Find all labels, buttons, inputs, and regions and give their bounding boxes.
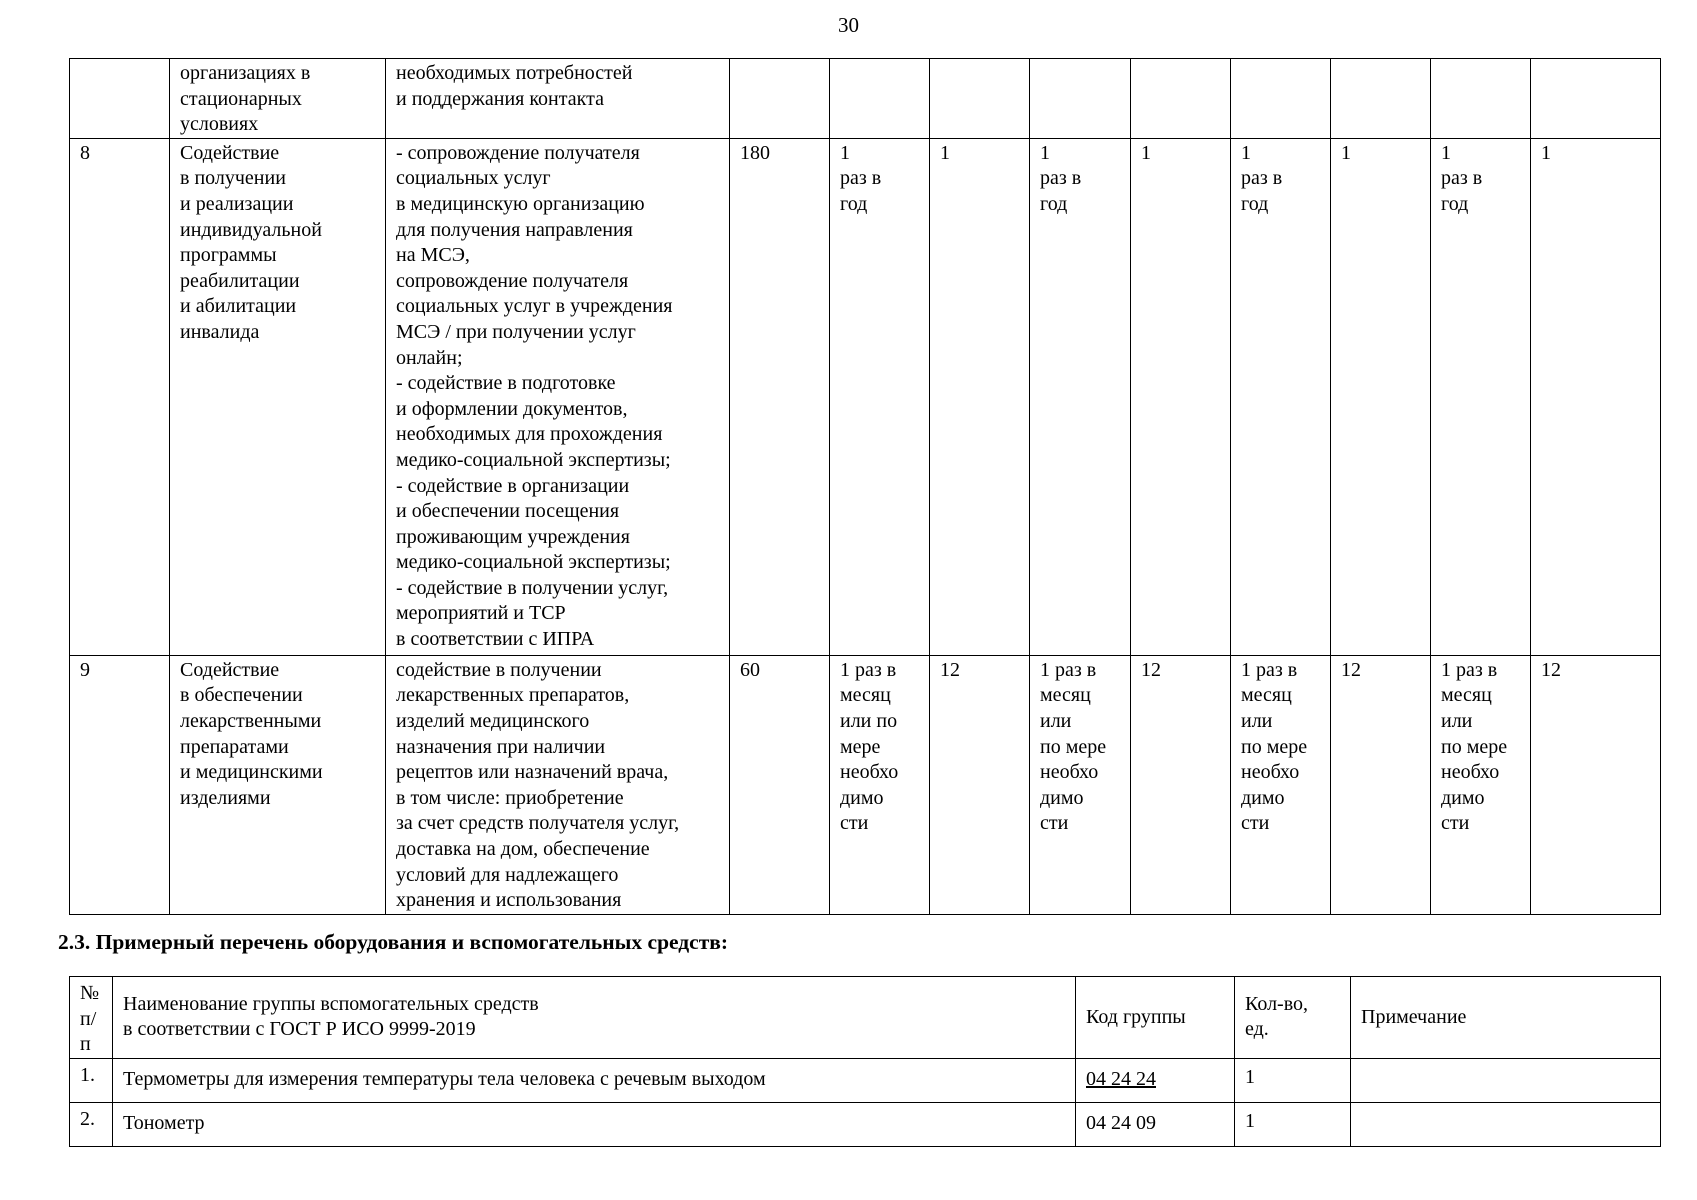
service-period-4: 1 [1131,138,1231,655]
service-period-2 [930,59,1030,139]
service-period-5: 1 раз в месяц или по мере необхо димо сти [1231,655,1331,914]
service-hours [730,59,830,139]
service-period-4 [1131,59,1231,139]
service-description: содействие в получении лекарственных препаратов, изделий медицинского назначения при наличии рецептов или назначений врача, в том числе: приобретение за счет средств получателя услуг, доставка на дом, обеспечение условий для надлежащего хранения и использования [386,655,730,914]
equipment-code: 04 24 09 [1076,1102,1235,1146]
equipment-qty: 1 [1235,1102,1351,1146]
service-num: 8 [70,138,170,655]
service-period-6 [1331,59,1431,139]
service-num [70,59,170,139]
service-period-2: 1 [930,138,1030,655]
service-period-8 [1531,59,1661,139]
service-period-7: 1 раз в год [1431,138,1531,655]
service-description: необходимых потребностей и поддержания контакта [386,59,730,139]
service-period-1: 1 раз в год [830,138,930,655]
equipment-qty: 1 [1235,1058,1351,1102]
equipment-row [70,1102,1661,1146]
header-note: Примечание [1351,977,1661,1059]
service-period-2: 12 [930,655,1030,914]
equipment-code-link[interactable]: 04 24 24 [1086,1068,1156,1091]
equipment-header-row [70,977,1661,1059]
service-description: - сопровождение получателя социальных услуг в медицинскую организацию для получения направления на МСЭ, сопровождение получателя социальных услуг в учреждения МСЭ / при получении услуг онлайн; - содействие в подготовке и оформлении документов, необходимых для прохождения медико-социальной экспертизы; - содействие в организации и обеспечении посещения проживающим учреждения медико-социальной экспертизы; - содействие в получении услуг, мероприятий и ТСР в соответствии с ИПРА [386,138,730,655]
equipment-num: 2. [70,1102,113,1146]
service-row [70,655,1661,914]
equipment-row [70,1058,1661,1102]
service-period-7 [1431,59,1531,139]
service-hours: 60 [730,655,830,914]
header-name: Наименование группы вспомогательных средств в соответствии с ГОСТ Р ИСО 9999-2019 [113,977,1076,1059]
section-heading: 2.3. Примерный перечень оборудования и вспомогательных средств: [58,930,729,954]
equipment-note [1351,1058,1661,1102]
service-period-3: 1 раз в месяц или по мере необхо димо сти [1030,655,1131,914]
service-row [70,59,1661,139]
service-name: организациях в стационарных условиях [170,59,386,139]
service-name: Содействие в получении и реализации индивидуальной программы реабилитации и абилитации инвалида [170,138,386,655]
service-period-5 [1231,59,1331,139]
header-code: Код группы [1076,977,1235,1059]
header-qty: Кол-во, ед. [1235,977,1351,1059]
service-period-8: 1 [1531,138,1661,655]
equipment-table [69,976,1661,1147]
service-period-3 [1030,59,1131,139]
header-num: № п/ п [70,977,113,1059]
service-period-3: 1 раз в год [1030,138,1131,655]
service-period-5: 1 раз в год [1231,138,1331,655]
equipment-note [1351,1102,1661,1146]
service-hours: 180 [730,138,830,655]
equipment-code [1076,1058,1235,1102]
service-row [70,138,1661,655]
service-period-4: 12 [1131,655,1231,914]
service-name: Содействие в обеспечении лекарственными препаратами и медицинскими изделиями [170,655,386,914]
service-period-6: 1 [1331,138,1431,655]
service-period-7: 1 раз в месяц или по мере необхо димо сти [1431,655,1531,914]
service-period-1 [830,59,930,139]
service-num: 9 [70,655,170,914]
equipment-num: 1. [70,1058,113,1102]
service-period-6: 12 [1331,655,1431,914]
services-table [69,58,1661,915]
equipment-name: Тонометр [113,1102,1076,1146]
equipment-name: Термометры для измерения температуры тела человека с речевым выходом [113,1058,1076,1102]
service-period-8: 12 [1531,655,1661,914]
page-number: 30 [838,13,859,37]
service-period-1: 1 раз в месяц или по мере необхо димо сти [830,655,930,914]
